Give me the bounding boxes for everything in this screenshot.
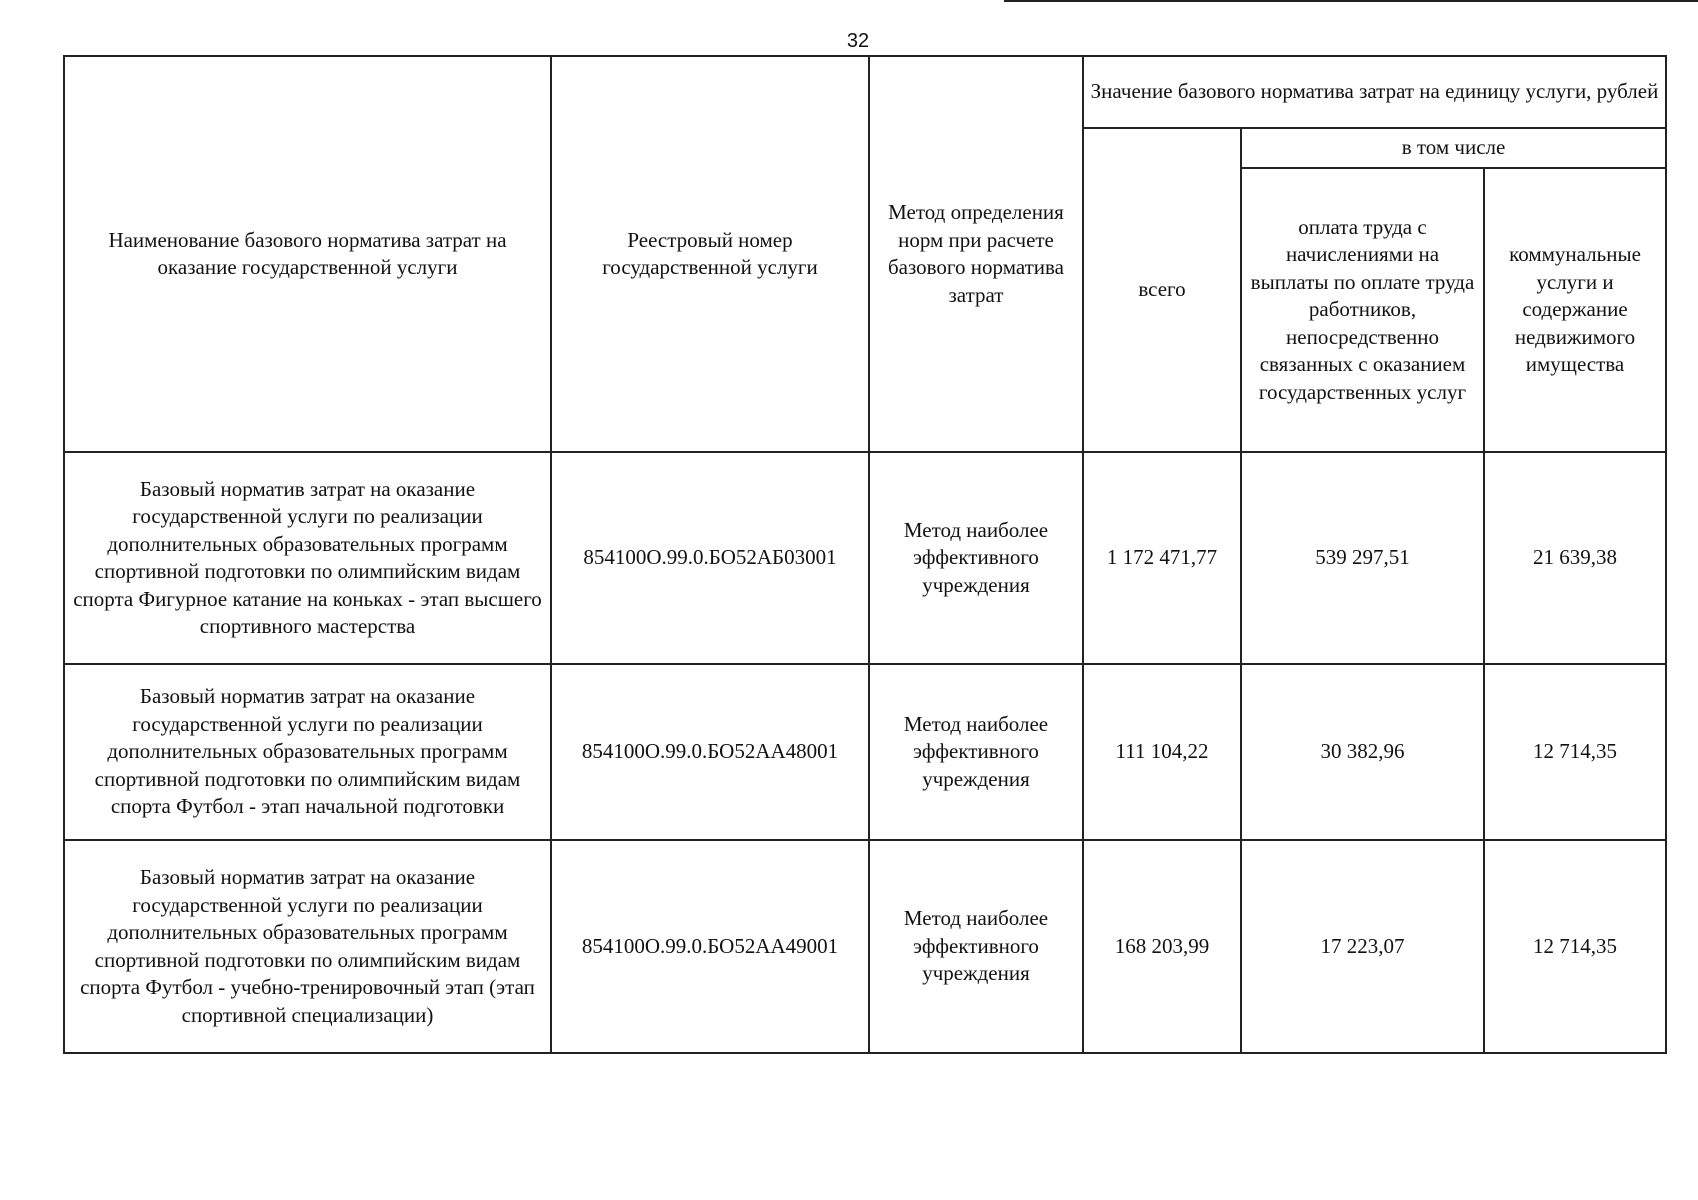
table-row: [64, 452, 1666, 664]
header-name: Наименование базового норматива затрат на оказание государственной услуги: [64, 56, 551, 452]
header-labor: оплата труда с начислениями на выплаты по оплате труда работников, непосредственно связанных с оказанием государственных услуг: [1241, 168, 1484, 452]
row-labor: 30 382,96: [1241, 664, 1484, 840]
header-value-group: Значение базового норматива затрат на единицу услуги, рублей: [1083, 56, 1666, 128]
row-name: Базовый норматив затрат на оказание государственной услуги по реализации дополнительных образовательных программ спортивной подготовки по олимпийским видам спорта Фигурное катание на коньках - этап высшего спортивного мастерства: [64, 452, 551, 664]
top-rule: [1004, 0, 1698, 2]
cost-norms-table: [63, 55, 1667, 1054]
page-number: 32: [846, 30, 870, 52]
row-name: Базовый норматив затрат на оказание государственной услуги по реализации дополнительных образовательных программ спортивной подготовки по олимпийским видам спорта Футбол - учебно-тренировочный этап (этап спортивной специализации): [64, 840, 551, 1053]
header-registry-number: Реестровый номер государственной услуги: [551, 56, 869, 452]
header-total: всего: [1083, 128, 1241, 452]
row-utilities: 21 639,38: [1484, 452, 1666, 664]
row-labor: 539 297,51: [1241, 452, 1484, 664]
row-total: 168 203,99: [1083, 840, 1241, 1053]
row-utilities: 12 714,35: [1484, 664, 1666, 840]
table-row: [64, 664, 1666, 840]
row-registry-number: 854100О.99.0.БО52АБ03001: [551, 452, 869, 664]
header-including: в том числе: [1241, 128, 1666, 168]
row-method: Метод наиболее эффективного учреждения: [869, 840, 1083, 1053]
header-method: Метод определения норм при расчете базового норматива затрат: [869, 56, 1083, 452]
row-total: 111 104,22: [1083, 664, 1241, 840]
row-name: Базовый норматив затрат на оказание государственной услуги по реализации дополнительных образовательных программ спортивной подготовки по олимпийским видам спорта Футбол - этап начальной подготовки: [64, 664, 551, 840]
header-utilities: коммунальные услуги и содержание недвижимого имущества: [1484, 168, 1666, 452]
row-method: Метод наиболее эффективного учреждения: [869, 664, 1083, 840]
row-utilities: 12 714,35: [1484, 840, 1666, 1053]
row-labor: 17 223,07: [1241, 840, 1484, 1053]
row-registry-number: 854100О.99.0.БО52АА48001: [551, 664, 869, 840]
row-method: Метод наиболее эффективного учреждения: [869, 452, 1083, 664]
row-registry-number: 854100О.99.0.БО52АА49001: [551, 840, 869, 1053]
table-row: [64, 840, 1666, 1053]
row-total: 1 172 471,77: [1083, 452, 1241, 664]
